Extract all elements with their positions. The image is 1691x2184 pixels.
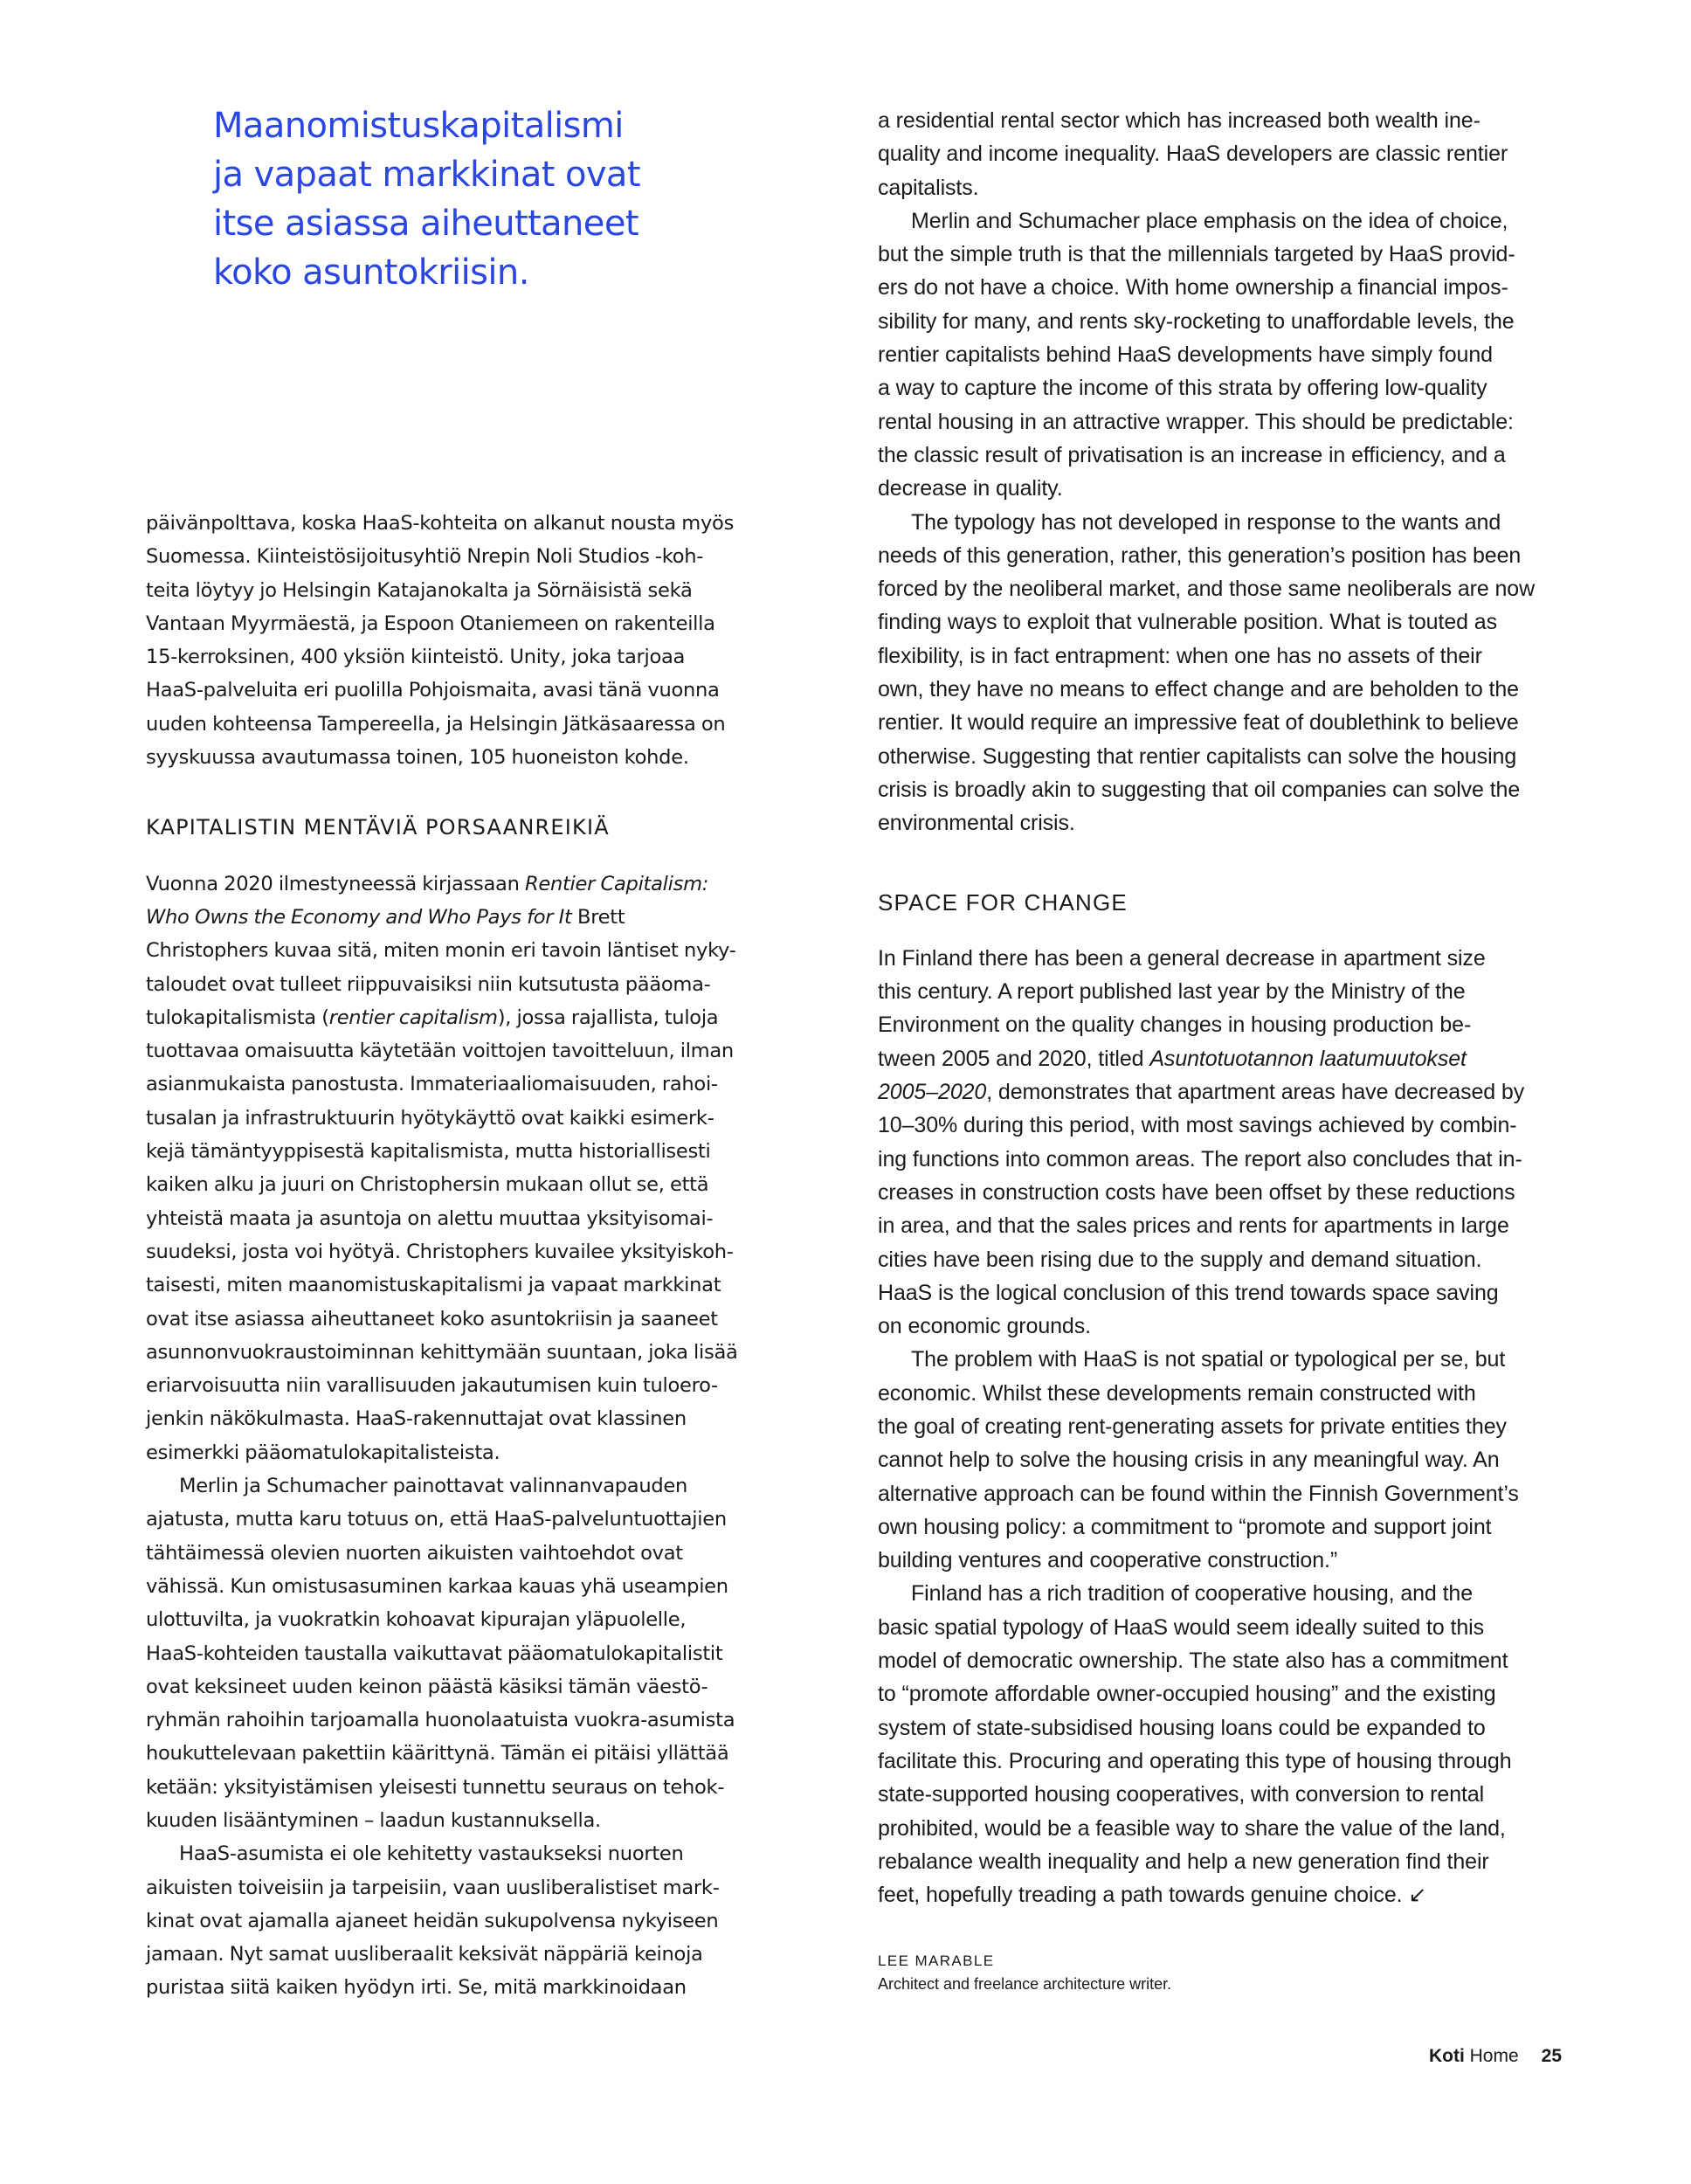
text-line: ulottuvilta, ja vuokratkin kohoavat kipurajan yläpuolelle, <box>146 1608 687 1632</box>
text-line: tusalan ja infrastruktuurin hyötykäyttö ovat kaikki esimerk- <box>146 1106 714 1130</box>
magazine-name-regular: Home <box>1464 2046 1519 2066</box>
text-line: decrease in quality. <box>878 476 1063 501</box>
text-line: vähissä. Kun omistusasuminen karkaa kauas yhä useampien <box>146 1574 728 1598</box>
text-line: forced by the neoliberal market, and those same neoliberals are now <box>878 577 1536 602</box>
text-line: aikuisten toiveisiin ja tarpeisiin, vaan uusliberalistiset mark- <box>146 1876 720 1899</box>
text-line: asunnonvuokraustoiminnan kehittymään suuntaan, joka lisää <box>146 1340 738 1364</box>
text-line: esimerkki pääomatulokapitalisteista. <box>146 1441 500 1464</box>
text-line: ers do not have a choice. With home ownership a financial impos- <box>878 275 1508 301</box>
pull-quote-line: ja vapaat markkinat ovat <box>213 155 640 195</box>
text-line: crisis is broadly akin to suggesting that oil companies can solve the <box>878 777 1521 802</box>
right-column-english <box>878 104 1535 1911</box>
page-footer <box>1429 2046 1562 2067</box>
text-run: Brett <box>571 905 625 929</box>
text-line: cannot help to solve the housing crisis in any meaningful way. An <box>878 1448 1500 1473</box>
text-line: state-supported housing cooperatives, with conversion to rental <box>878 1782 1485 1807</box>
text-line: tuottavaa omaisuutta käytetään voittojen tavoitteluun, ilman <box>146 1040 734 1063</box>
text-line: feet, hopefully treading a path towards genuine choice. ↙ <box>878 1883 1427 1908</box>
text-line: jamaan. Nyt samat uusliberaalit keksivät näppäriä keinoja <box>146 1943 703 1966</box>
text-line <box>146 901 738 934</box>
text-line: Finland has a rich tradition of cooperative housing, and the <box>911 1581 1474 1607</box>
text-line: HaaS-palveluita eri puolilla Pohjoismaita, avasi tänä vuonna <box>146 679 720 702</box>
text-line: taisesti, miten maanomistuskapitalismi ja vapaat markkinat <box>146 1274 721 1297</box>
text-line: HaaS-asumista ei ole kehitetty vastaukseksi nuorten <box>179 1842 684 1866</box>
section-heading: SPACE FOR CHANGE <box>878 888 1128 916</box>
text-line: rentier capitalists behind HaaS developments have simply found <box>878 342 1493 368</box>
text-line: kaiken alku ja juuri on Christophersin mukaan ollut se, että <box>146 1173 709 1197</box>
text-line: ovat keksineet uuden keinon päästä käsiksi tämän väestö- <box>146 1675 708 1698</box>
author-name: LEE MARABLE <box>878 1952 995 1969</box>
text-line: in area, and that the sales prices and rents for apartments in large <box>878 1213 1509 1239</box>
text-line: 15-kerroksinen, 400 yksiön kiinteistö. Unity, joka tarjoaa <box>146 646 686 669</box>
text-run: Vuonna 2020 ilmestyneessä kirjassaan <box>146 872 525 895</box>
magazine-name-bold: Koti <box>1428 2046 1465 2066</box>
text-line: 10–30% during this period, with most savings achieved by combin- <box>878 1113 1517 1138</box>
text-line: eriarvoisuutta niin varallisuuden jakautumisen kuin tuloero- <box>146 1374 718 1398</box>
left-column-finnish <box>146 507 738 2005</box>
pull-quote <box>213 101 702 297</box>
text-line: ketään: yksityistämisen yleisesti tunnettu seuraus on tehok- <box>146 1775 725 1799</box>
text-line: ryhmän rahoihin tarjoamalla huonolaatuista vuokra-asumista <box>146 1709 735 1732</box>
text-line: Suomessa. Kiinteistösijoitusyhtiö Nrepin Noli Studios -koh- <box>146 545 704 569</box>
text-line: on economic grounds. <box>878 1314 1091 1339</box>
text-line: päivänpolttava, koska HaaS-kohteita on alkanut nousta myös <box>146 512 735 535</box>
text-line: sibility for many, and rents sky-rocketing to unaffordable levels, the <box>878 308 1515 334</box>
text-line: syyskuussa avautumassa toinen, 105 huoneiston kohde. <box>146 746 689 770</box>
text-line: capitalists. <box>878 175 979 200</box>
text-line: The problem with HaaS is not spatial or typological per se, but <box>911 1347 1506 1372</box>
text-line: to “promote affordable owner-occupied housing” and the existing <box>878 1682 1496 1707</box>
section-heading: KAPITALISTIN MENTÄVIÄ PORSAANREIKIÄ <box>146 815 610 840</box>
text-line: ing functions into common areas. The report also concludes that in- <box>878 1146 1522 1171</box>
text-line: building ventures and cooperative construction.” <box>878 1548 1338 1573</box>
text-line: finding ways to exploit that vulnerable position. What is touted as <box>878 610 1497 635</box>
text-run: ), jossa rajallista, tuloja <box>497 1006 719 1029</box>
author-role: Architect and freelance architecture writer. <box>878 1975 1172 1993</box>
text-line: model of democratic ownership. The state also has a commitment <box>878 1648 1508 1674</box>
text-line: kuuden lisääntyminen – laadun kustannuksella. <box>146 1808 601 1832</box>
text-line: ovat itse asiassa aiheuttaneet koko asuntokriisin ja saaneet <box>146 1307 718 1330</box>
text-line: economic. Whilst these developments remain constructed with <box>878 1380 1476 1406</box>
author-byline <box>878 1950 1171 1995</box>
text-line: basic spatial typology of HaaS would seem ideally suited to this <box>878 1614 1484 1640</box>
text-line: kejä tämäntyyppisestä kapitalismista, mutta historiallisesti <box>146 1140 711 1164</box>
pull-quote-line: Maanomistuskapitalismi <box>213 106 624 146</box>
text-line: kinat ovat ajamalla ajaneet heidän sukupolvensa nykyiseen <box>146 1909 719 1932</box>
text-line: the goal of creating rent-generating assets for private entities they <box>878 1413 1507 1439</box>
text-line: own housing policy: a commitment to “promote and support joint <box>878 1514 1492 1539</box>
text-line: yhteistä maata ja asuntoja on alettu muuttaa yksityisomai- <box>146 1206 714 1230</box>
text-line: own, they have no means to effect change and are beholden to the <box>878 677 1519 702</box>
text-line: HaaS is the logical conclusion of this trend towards space saving <box>878 1280 1499 1305</box>
text-line: this century. A report published last year by the Ministry of the <box>878 979 1466 1005</box>
report-title: Asuntotuotannon laatumuutokset <box>1149 1046 1467 1071</box>
text-line: asianmukaista panostusta. Immateriaaliomaisuuden, rahoi- <box>146 1073 718 1096</box>
text-line: rental housing in an attractive wrapper. This should be predictable: <box>878 409 1514 434</box>
text-line: rentier. It would require an impressive feat of doublethink to believe <box>878 710 1519 736</box>
text-line: the classic result of privatisation is an increase in efficiency, and a <box>878 442 1506 467</box>
text-line: taloudet ovat tulleet riippuvaisiksi niin kutsutusta pääoma- <box>146 972 711 996</box>
text-line: flexibility, is in fact entrapment: when one has no assets of their <box>878 643 1482 668</box>
text-line: Merlin and Schumacher place emphasis on the idea of choice, <box>911 208 1508 233</box>
text-line: tähtäimessä olevien nuorten aikuisten vaihtoehdot ovat <box>146 1541 683 1565</box>
pull-quote-line: koko asuntokriisin. <box>213 252 529 293</box>
text-line: but the simple truth is that the millennials targeted by HaaS provid- <box>878 242 1515 267</box>
text-line: uuden kohteensa Tampereella, ja Helsingin Jätkäsaaressa on <box>146 712 726 736</box>
text-line: ajatusta, mutta karu totuus on, että HaaS-palveluntuottajien <box>146 1508 727 1531</box>
text-line: houkuttelevaan pakettiin käärittynä. Tämän ei pitäisi yllättää <box>146 1742 729 1766</box>
text-line: alternative approach can be found within the Finnish Government’s <box>878 1481 1519 1506</box>
text-line: a way to capture the income of this strata by offering low-quality <box>878 376 1487 401</box>
spacer <box>878 840 1535 886</box>
text-line: teita löytyy jo Helsingin Katajanokalta ja Sörnäisistä sekä <box>146 578 693 602</box>
page-number: 25 <box>1541 2046 1562 2066</box>
text-line: facilitate this. Procuring and operating this type of housing through <box>878 1748 1512 1773</box>
text-line: Environment on the quality changes in housing production be- <box>878 1013 1472 1038</box>
text-line: creases in construction costs have been offset by these reductions <box>878 1179 1515 1205</box>
text-line: cities have been rising due to the supply and demand situation. <box>878 1247 1482 1272</box>
text-line: puristaa siitä kaiken hyödyn irti. Se, mitä markkinoidaan <box>146 1976 687 2000</box>
text-line: HaaS-kohteiden taustalla vaikuttavat pääomatulokapitalistit <box>146 1641 723 1665</box>
spacer <box>878 919 1535 942</box>
book-title: Rentier Capitalism: <box>524 872 709 895</box>
text-line <box>878 1042 1535 1075</box>
text-line <box>146 867 738 901</box>
text-line: The typology has not developed in response to the wants and <box>911 509 1501 535</box>
pull-quote-line: itse asiassa aiheuttaneet <box>213 204 638 244</box>
text-line: needs of this generation, rather, this generation’s position has been <box>878 543 1522 568</box>
text-line: environmental crisis. <box>878 811 1075 836</box>
text-line: a residential rental sector which has increased both wealth ine- <box>878 108 1480 133</box>
text-line: suudeksi, josta voi hyötyä. Christophers kuvailee yksityiskoh- <box>146 1240 734 1263</box>
text-line: otherwise. Suggesting that rentier capitalists can solve the housing <box>878 743 1517 769</box>
text-run: , demonstrates that apartment areas have decreased by <box>986 1080 1525 1105</box>
text-run: tulokapitalismista ( <box>146 1006 329 1029</box>
text-run: tween 2005 and 2020, titled <box>878 1046 1150 1071</box>
text-line: rebalance wealth inequality and help a new generation find their <box>878 1849 1489 1874</box>
text-line: jenkin näkökulmasta. HaaS-rakennuttajat ovat klassinen <box>146 1407 687 1431</box>
text-line: Christophers kuvaa sitä, miten monin eri tavoin läntiset nyky- <box>146 939 736 963</box>
report-title: 2005–2020 <box>878 1080 987 1105</box>
text-line: prohibited, would be a feasible way to share the value of the land, <box>878 1815 1506 1841</box>
text-line: In Finland there has been a general decrease in apartment size <box>878 945 1486 971</box>
text-line: system of state-subsidised housing loans could be expanded to <box>878 1715 1486 1740</box>
spacer <box>146 845 738 867</box>
text-line <box>878 1075 1535 1109</box>
spacer <box>146 774 738 811</box>
book-title: Who Owns the Economy and Who Pays for It <box>146 905 572 929</box>
text-line <box>146 1001 738 1034</box>
term-italic: rentier capitalism <box>328 1006 498 1029</box>
text-line: Merlin ja Schumacher painottavat valinnanvapauden <box>179 1475 688 1498</box>
text-line: Vantaan Myyrmäestä, ja Espoon Otaniemeen on rakenteilla <box>146 612 715 635</box>
text-line: quality and income inequality. HaaS developers are classic rentier <box>878 142 1508 167</box>
